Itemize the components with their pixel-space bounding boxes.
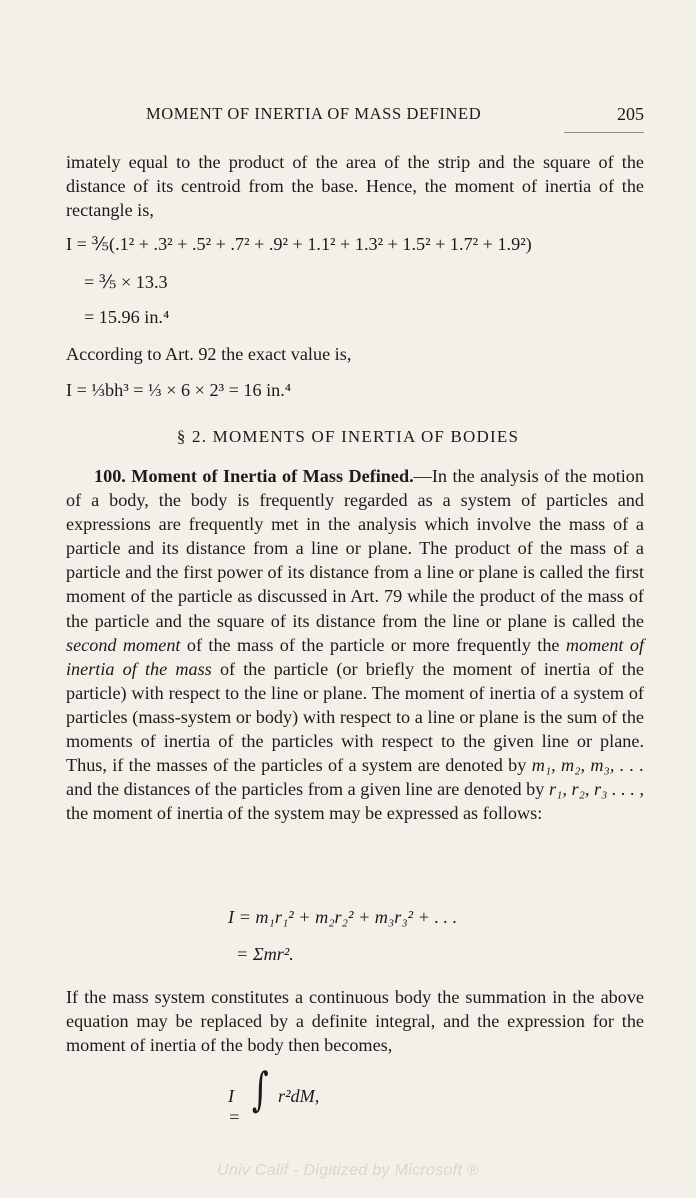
- integral-sign: ∫: [252, 1062, 269, 1116]
- article-text-5: the moment of inertia of the system may be expressed as follows:: [66, 803, 543, 824]
- article-title: 100. Moment of Inertia of Mass Defined.: [94, 466, 414, 486]
- digitization-watermark: Univ Calif - Digitized by Microsoft ®: [216, 1162, 480, 1179]
- equation-1-line-3: = 15.96 in.⁴: [84, 307, 170, 327]
- equation-2: I = ⅓bh³ = ⅓ × 6 × 2³ = 16 in.⁴: [66, 380, 292, 400]
- equation-4-lhs: I =: [228, 1086, 241, 1127]
- term-moment-of-inertia: moment of inertia of the mass: [66, 634, 645, 679]
- intro-paragraph: imately equal to the product of the area of the strip and the square of the distance of its centroid from the base. Hence, the moment of inertia of the rectangle is,: [66, 152, 644, 221]
- distance-symbols: r₁, r₂, r₃ . . . ,: [548, 779, 645, 800]
- article-paragraph: [66, 464, 644, 825]
- article-text-4: and the distances of the particles from a given line are denoted by: [66, 779, 545, 800]
- equation-1-line-2: = ⅗ × 13.3: [84, 272, 168, 292]
- continuous-body-paragraph: If the mass system constitutes a continuous body the summation in the above equation may be replaced by a definite integral, and the expression for the moment of inertia of the body then becomes,: [66, 987, 644, 1056]
- running-title: MOMENT OF INERTIA OF MASS DEFINED: [146, 104, 482, 123]
- running-header: [66, 104, 644, 128]
- article-text-2: of the mass of the particle or more frequently the: [186, 634, 560, 655]
- article-text-1: —In the analysis of the motion of a body, the body is frequently regarded as a system of particles and expressions are frequently met in the analysis which involve the mass of a particle and its distance from a line or plane. The product of the mass of a particle and the first power of its distance from a line or plane is called the first moment of the particle as discussed in Art. 79 while the product of the mass of the particle and the square of its distance from the line or plane is called the: [66, 466, 644, 631]
- page-number: 205: [617, 104, 644, 124]
- equation-3-line-2: = Σmr².: [236, 944, 294, 964]
- equation-4-rhs: r²dM,: [278, 1086, 320, 1106]
- section-heading: § 2. MOMENTS OF INERTIA OF BODIES: [176, 427, 520, 446]
- exact-value-paragraph: According to Art. 92 the exact value is,: [66, 344, 352, 364]
- equation-1-line-1: I = ⅗(.1² + .3² + .5² + .7² + .9² + 1.1² + 1.3² + 1.5² + 1.7² + 1.9²): [66, 234, 532, 254]
- equation-3-line-1: I = m₁r₁² + m₂r₂² + m₃r₃² + . . .: [228, 907, 458, 927]
- article-text-3: of the particle (or briefly the moment of inertia of the particle) with respect to the line or plane. The moment of inertia of a system of particles (mass-system or body) with respect to a line or plane is the sum of the moments of inertia of the particles with respect to the given line or plane. Thus, if the masses of the particles of a system are denoted by: [66, 658, 645, 776]
- term-second-moment: second moment: [66, 634, 181, 655]
- header-rule: [564, 132, 644, 133]
- mass-symbols: m₁, m₂, m₃, . . .: [531, 755, 644, 776]
